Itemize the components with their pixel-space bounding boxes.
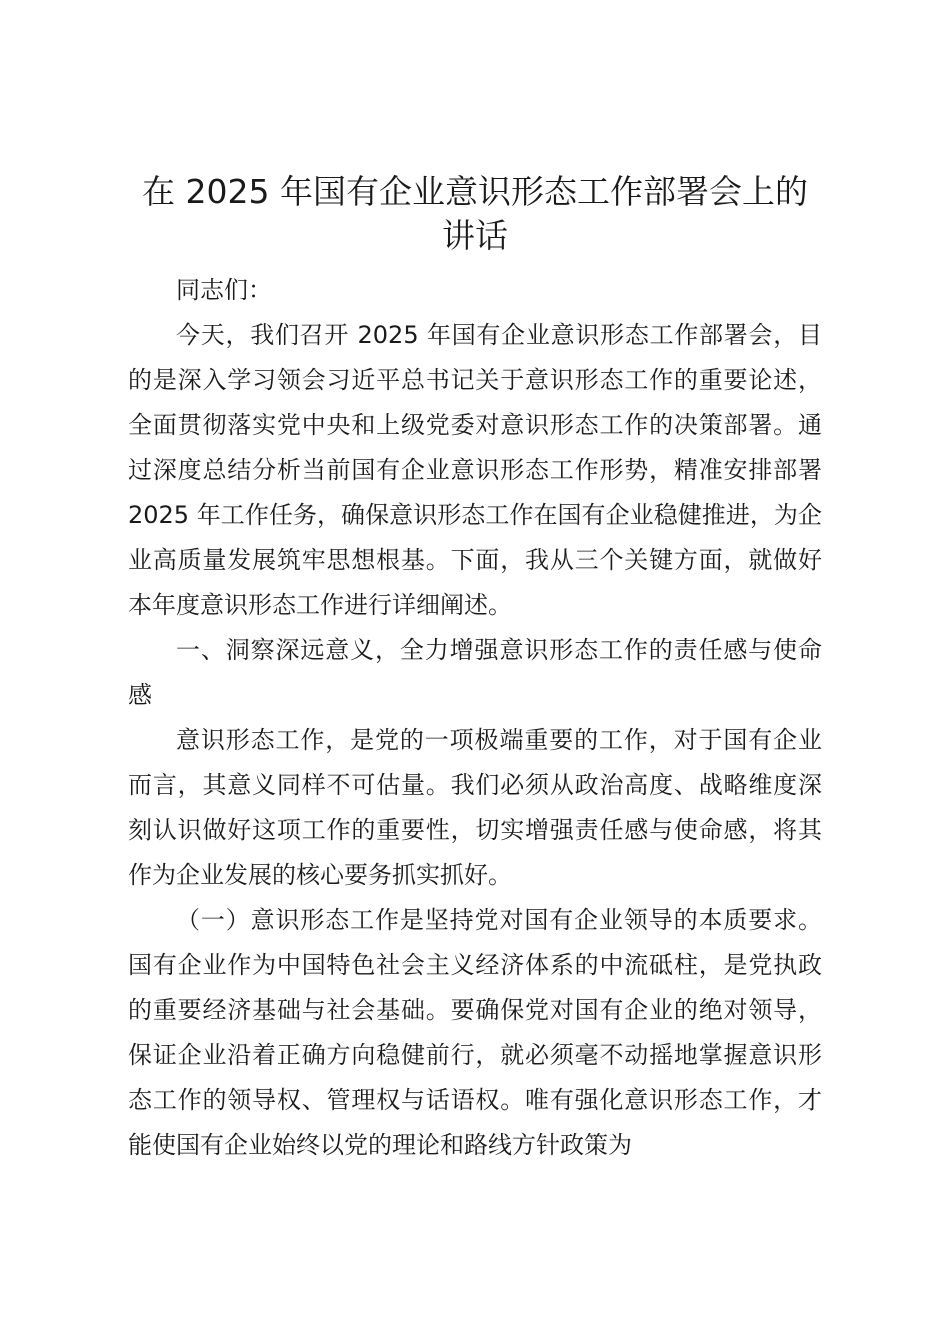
subsection-1-paragraph: （一）意识形态工作是坚持党对国有企业领导的本质要求。国有企业作为中国特色社会主义经济体系的中流砥柱，是党执政的重要经济基础与社会基础。要确保党对国有企业的绝对领导，保证企业沿着正确方向稳健前行，就必须毫不动摇地掌握意识形态工作的领导权、管理权与话语权。唯有强化意识形态工作，才能使国有企业始终以党的理论和路线方针政策为 [128, 906, 822, 1159]
section-1-paragraph: 意识形态工作，是党的一项极端重要的工作，对于国有企业而言，其意义同样不可估量。我们必须从政治高度、战略维度深刻认识做好这项工作的重要性，切实增强责任感与使命感，将其作为企业发展的核心要务抓实抓好。 [128, 726, 822, 889]
document-title: 在 2025 年国有企业意识形态工作部署会上的讲话 [142, 172, 808, 255]
intro-paragraph: 今天，我们召开 2025 年国有企业意识形态工作部署会，目的是深入学习领会习近平总书记关于意识形态工作的重要论述，全面贯彻落实党中央和上级党委对意识形态工作的决策部署。通过深度总结分析当前国有企业意识形态工作形势，精准安排部署 2025 年工作任务，确保意识形态工作在国有企业稳健推进，为企业高质量发展筑牢思想根基。下面，我从三个关键方面，就做好本年度意识形态工作进行详细阐述。 [128, 321, 822, 619]
document-body [128, 268, 822, 1168]
salutation-paragraph: 同志们： [176, 276, 272, 304]
document-page [128, 170, 822, 1168]
section-heading-1: 一、洞察深远意义，全力增强意识形态工作的责任感与使命感 [128, 636, 822, 709]
